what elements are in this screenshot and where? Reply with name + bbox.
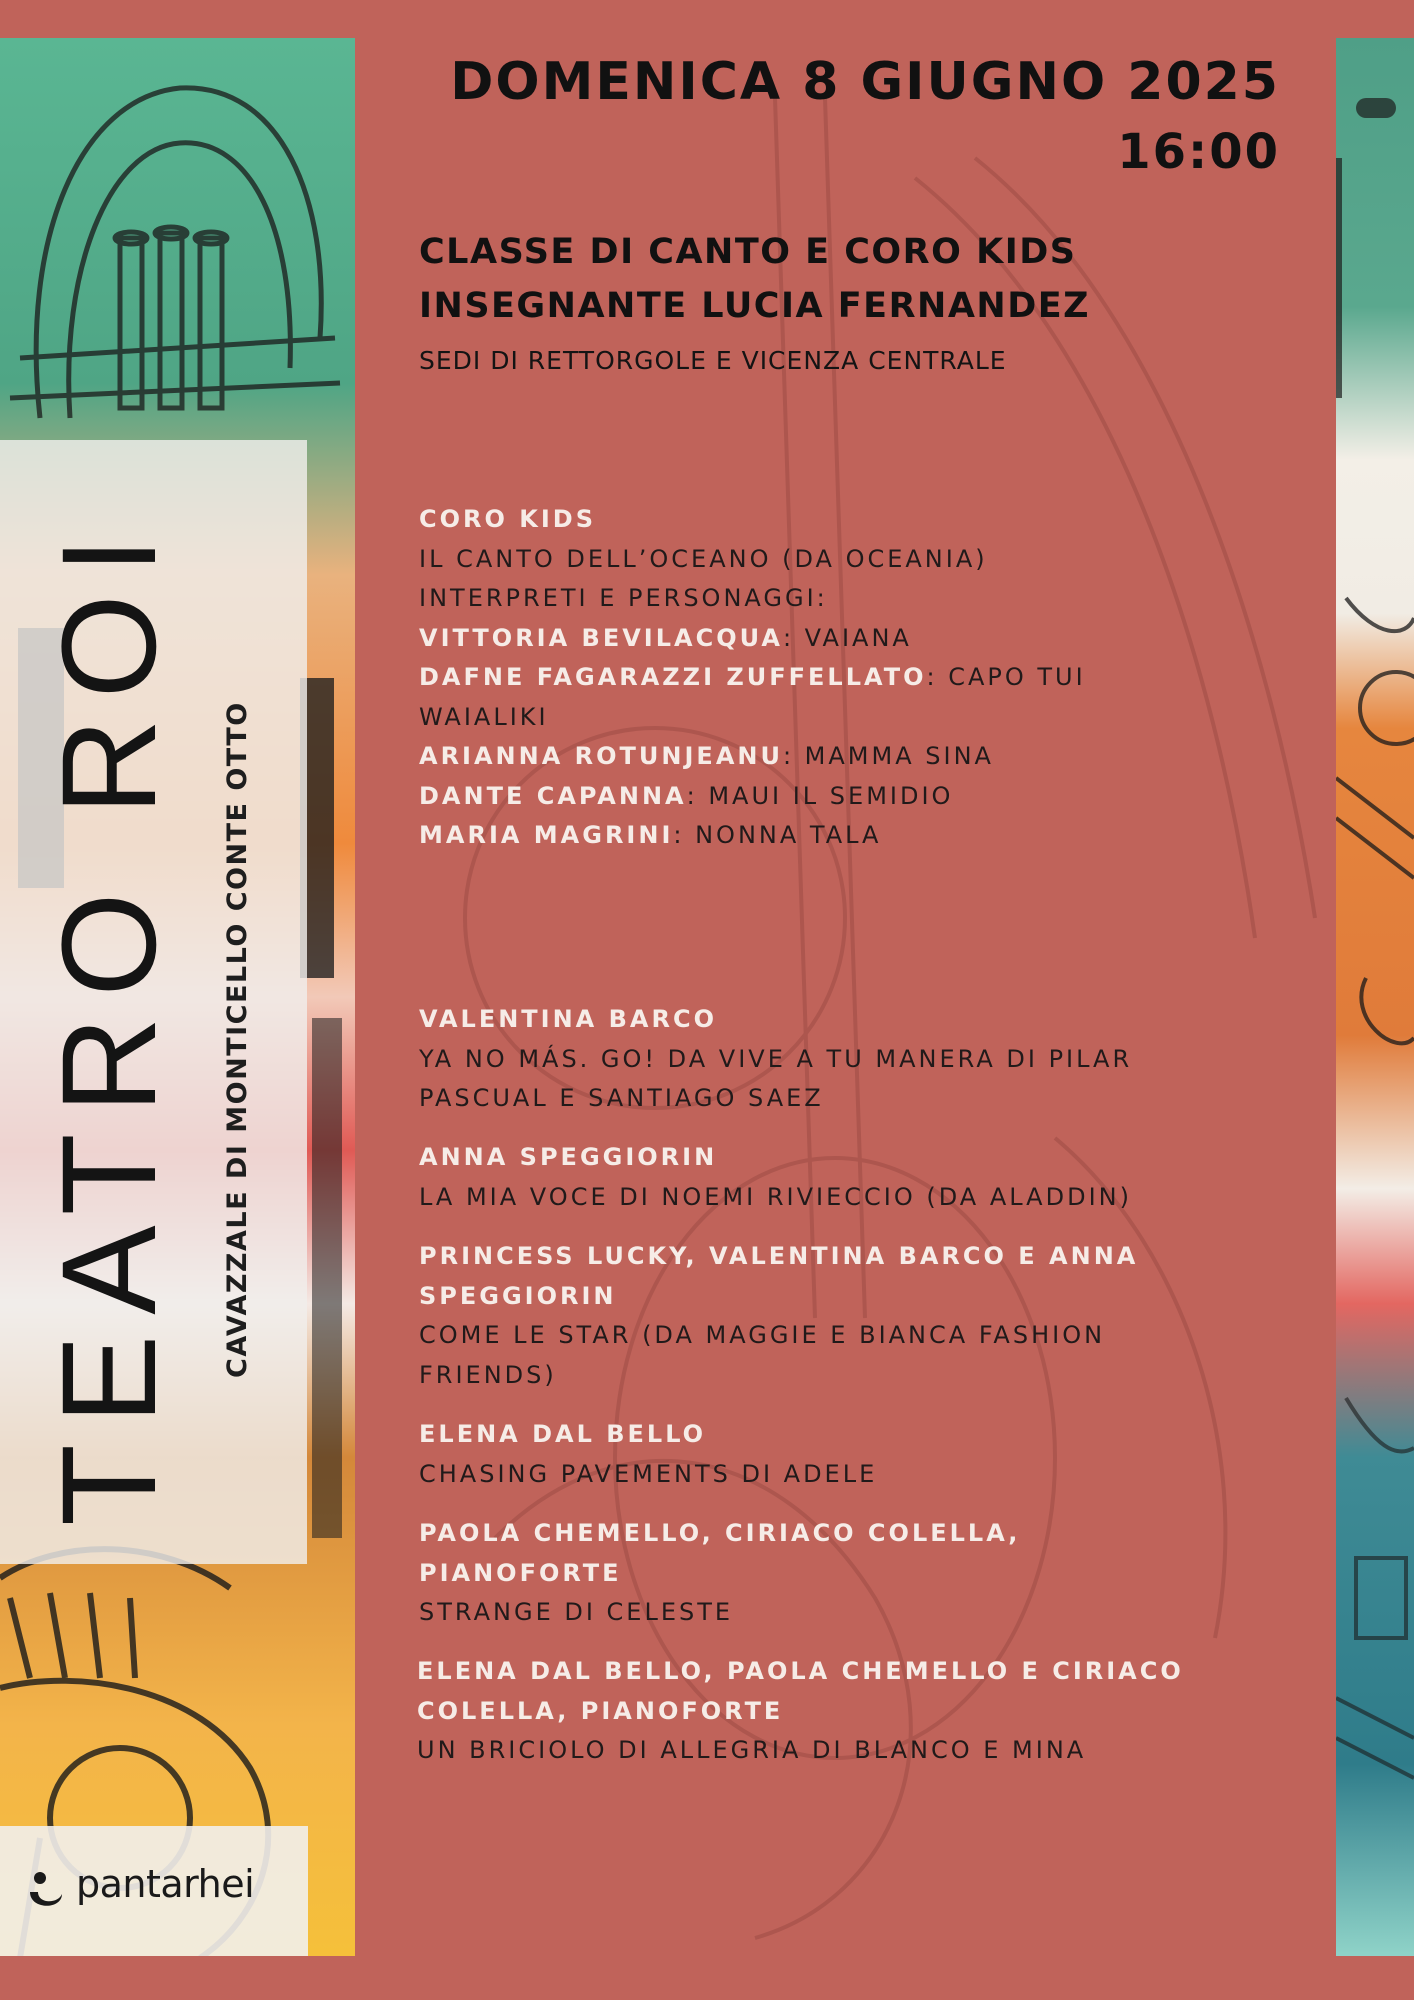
performer: PAOLA CHEMELLO, CIRIACO COLELLA, bbox=[419, 1519, 1021, 1547]
performance-item bbox=[419, 1415, 1299, 1494]
cast-name: ARIANNA ROTUNJEANU bbox=[419, 742, 783, 770]
coro-label: CORO KIDS bbox=[419, 505, 596, 533]
song: PASCUAL E SANTIAGO SAEZ bbox=[419, 1084, 824, 1112]
performance-item bbox=[419, 1138, 1299, 1217]
performer: VALENTINA BARCO bbox=[419, 1005, 717, 1033]
coro-kids-block bbox=[419, 500, 1299, 856]
cast-name: DANTE CAPANNA bbox=[419, 781, 687, 810]
trumpet-sketch-icon bbox=[0, 38, 355, 458]
cast-role: : VAIANA bbox=[782, 623, 912, 652]
coro-song: IL CANTO DELL’OCEANO (DA OCEANIA) bbox=[419, 544, 988, 573]
performer: PIANOFORTE bbox=[419, 1558, 622, 1587]
cast-role: : MAMMA SINA bbox=[782, 742, 994, 770]
cast-item bbox=[419, 777, 1299, 817]
performer: ELENA DAL BELLO bbox=[419, 1420, 707, 1448]
coro-cast-heading: INTERPRETI E PERSONAGGI: bbox=[419, 584, 828, 612]
performer: COLELLA, PIANOFORTE bbox=[417, 1696, 784, 1725]
song: COME LE STAR (DA MAGGIE E BIANCA FASHION bbox=[419, 1321, 1106, 1349]
cast-role: : CAPO TUI bbox=[926, 663, 1086, 691]
venue-location: CAVAZZALE DI MONTICELLO CONTE OTTO bbox=[222, 701, 253, 1378]
logo-text: pantarhei bbox=[76, 1862, 255, 1906]
event-date: DOMENICA 8 GIUGNO 2025 bbox=[450, 52, 1280, 112]
pantarhei-logo-icon bbox=[24, 1870, 68, 1914]
program-column bbox=[355, 38, 1336, 1956]
song: LA MIA VOCE DI NOEMI RIVIECCIO (DA ALADDIN) bbox=[419, 1182, 1132, 1211]
cast-item bbox=[419, 658, 1299, 698]
song: FRIENDS) bbox=[419, 1360, 557, 1389]
cast-name: VITTORIA BEVILACQUA bbox=[419, 623, 783, 652]
cast-name: MARIA MAGRINI bbox=[419, 821, 674, 849]
keys-sketch-icon bbox=[1336, 1358, 1414, 1858]
song: STRANGE DI CELESTE bbox=[419, 1598, 734, 1626]
song: CHASING PAVEMENTS DI ADELE bbox=[419, 1459, 878, 1488]
song: UN BRICIOLO DI ALLEGRIA DI BLANCO E MINA bbox=[417, 1736, 1087, 1764]
song: YA NO MÁS. GO! DA VIVE A TU MANERA DI PILAR bbox=[419, 1044, 1133, 1073]
event-heading-class: CLASSE DI CANTO E CORO KIDS bbox=[419, 232, 1077, 272]
performer: SPEGGIORIN bbox=[419, 1281, 617, 1310]
right-artwork-strip bbox=[1336, 38, 1414, 1956]
cast-name: DAFNE FAGARAZZI ZUFFELLATO bbox=[419, 663, 927, 691]
performer: PRINCESS LUCKY, VALENTINA BARCO E ANNA bbox=[419, 1242, 1139, 1270]
guitar-sketch-icon bbox=[1336, 578, 1414, 1078]
event-subtitle: SEDI DI RETTORGOLE E VICENZA CENTRALE bbox=[419, 346, 1007, 375]
performance-item bbox=[419, 1000, 1299, 1119]
venue-title: TEATRO ROI bbox=[35, 517, 184, 1526]
performer: ANNA SPEGGIORIN bbox=[419, 1143, 718, 1171]
left-artwork-strip bbox=[0, 38, 355, 1956]
performance-item bbox=[419, 1237, 1299, 1395]
cast-role: : MAUI IL SEMIDIO bbox=[686, 781, 954, 810]
event-time: 16:00 bbox=[1117, 124, 1280, 180]
cast-item bbox=[419, 619, 1299, 659]
logo bbox=[0, 1826, 308, 1956]
performance-item bbox=[419, 1514, 1299, 1633]
performer: ELENA DAL BELLO, PAOLA CHEMELLO E CIRIACO bbox=[417, 1657, 1184, 1685]
cast-item bbox=[419, 737, 1299, 777]
cast-role-continued: WAIALIKI bbox=[419, 702, 549, 731]
event-heading-teacher: INSEGNANTE LUCIA FERNANDEZ bbox=[419, 286, 1091, 326]
cast-item bbox=[419, 816, 1299, 856]
cast-role: : NONNA TALA bbox=[673, 821, 882, 849]
performance-item bbox=[417, 1652, 1297, 1771]
